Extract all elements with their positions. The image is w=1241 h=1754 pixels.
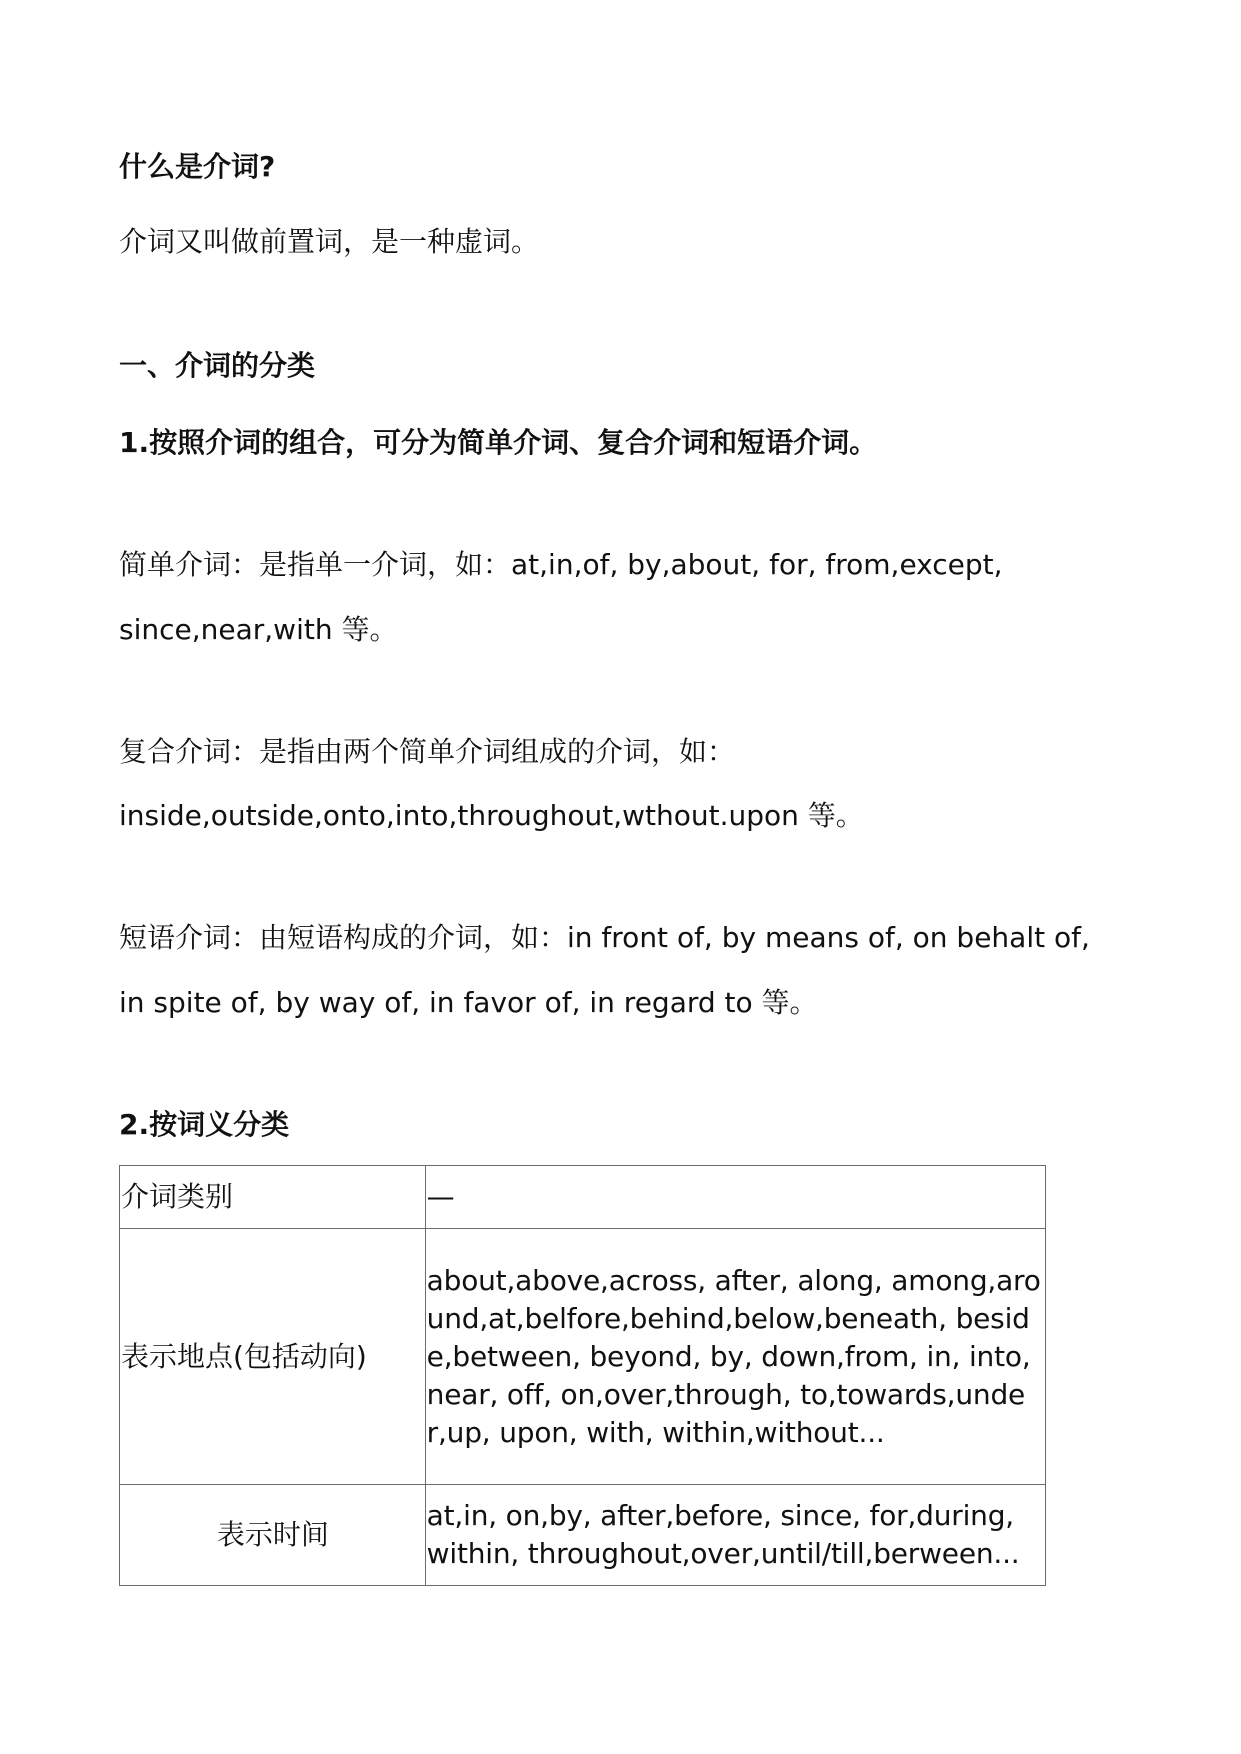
table-cell-words: at,in, on,by, after,before, since, for,during, within, throughout,over,until/till,berween...: [425, 1485, 1045, 1586]
table-row: [120, 1229, 1046, 1485]
preposition-category-table: [119, 1165, 1046, 1586]
table-row: [120, 1485, 1046, 1586]
table-cell-words: about,above,across, after, along, among,around,at,belfore,behind,below,beneath, beside,between, beyond, by, down,from, in, into, near, off, on,over,through, to,towards,under,up, upon, with, within,without...: [425, 1229, 1045, 1485]
section-2-title: 2.按词义分类: [119, 1108, 290, 1141]
simple-prepositions-line-1: 简单介词：是指单一介词，如：at,in,of, by,about, for, from,except,: [119, 548, 1003, 581]
table-cell-category: 表示时间: [120, 1485, 426, 1586]
compound-prepositions-line-2: inside,outside,onto,into,throughout,wthout.upon 等。: [119, 799, 864, 832]
question-title: 什么是介词?: [119, 150, 276, 183]
section-1-subtitle: 1.按照介词的组合，可分为简单介词、复合介词和短语介词。: [119, 426, 878, 459]
table-header-row: [120, 1166, 1046, 1229]
simple-prepositions-line-2: since,near,with 等。: [119, 613, 398, 646]
table-cell-category: 表示地点(包括动向): [120, 1229, 426, 1485]
table-header-words: —: [425, 1166, 1045, 1229]
compound-prepositions-line-1: 复合介词：是指由两个简单介词组成的介词，如：: [119, 735, 736, 768]
section-1-title: 一、介词的分类: [119, 349, 316, 382]
table-header-category: 介词类别: [120, 1166, 426, 1229]
question-answer: 介词又叫做前置词，是一种虚词。: [119, 225, 540, 258]
phrase-prepositions-line-2: in spite of, by way of, in favor of, in regard to 等。: [119, 986, 818, 1019]
phrase-prepositions-line-1: 短语介词：由短语构成的介词，如：in front of, by means of, on behalt of,: [119, 921, 1090, 954]
